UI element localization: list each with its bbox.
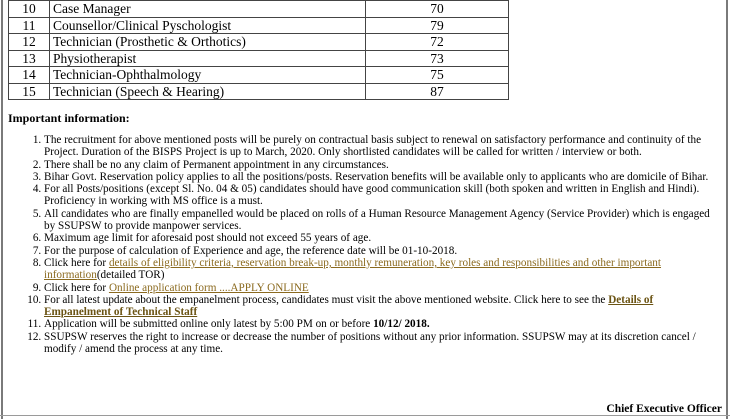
post-count: 79 [366, 17, 509, 34]
info-item-8-suffix: (detailed TOR) [96, 269, 165, 282]
post-name: Technician-Ophthalmology [50, 67, 366, 84]
sl-no: 11 [9, 17, 50, 34]
info-item-3: 3. Bihar Govt. Reservation policy applies to all the positions/posts. Reservation benefits will be available only to applicants who are domicile of Bihar. [44, 171, 723, 183]
post-count: 72 [366, 34, 509, 51]
info-item-8-text: Click here for [44, 256, 109, 269]
empanelment-details-link[interactable]: Details of Empanelment of Technical Staff [44, 293, 654, 319]
important-info-heading: Important information: [8, 111, 130, 125]
table-row [9, 50, 509, 67]
info-item-12: 12. SSUPSW reserves the right to increase or decrease the number of positions without any prior information. SSUPSW may at its discretion cancel / modify / amend the process at any time. [44, 331, 723, 356]
sl-no: 10 [9, 1, 50, 18]
table-row [9, 1, 509, 18]
post-name: Counsellor/Clinical Pyschologist [50, 17, 366, 34]
sl-no: 13 [9, 50, 50, 67]
info-item-5: 5. All candidates who are finally empanelled would be placed on rolls of a Human Resource Management Agency (Service Provider) which is engaged by SSUPSW to provide manpower services. [44, 208, 723, 233]
info-item-10-text: For all latest update about the empanelment process, candidates must visit the above mentioned website. Click here to see the [44, 293, 609, 306]
post-count: 75 [366, 67, 509, 84]
info-item-9 [44, 282, 723, 294]
info-item-7: 7. For the purpose of calculation of Experience and age, the reference date will be 01-10-2018. [44, 245, 723, 257]
important-info-list [8, 134, 723, 355]
sl-no: 15 [9, 83, 50, 100]
info-item-1: 1. The recruitment for above mentioned posts will be purely on contractual basis subject to renewal on satisfactory performance and continuity of the Project. Duration of the BISPS Project is up to March, 2020. Only shortlisted candidates will be called for written / interview or both. [44, 134, 723, 159]
bottom-divider [0, 415, 730, 416]
info-item-11-text: Application will be submitted online only latest by 5:00 PM on or before [44, 318, 374, 331]
info-item-10 [44, 294, 723, 319]
post-name: Case Manager [50, 1, 366, 18]
info-item-11 [44, 318, 723, 330]
post-name: Physiotherapist [50, 50, 366, 67]
page-frame-right [726, 0, 728, 419]
table-row [9, 34, 509, 51]
info-item-4: 4. For all Posts/positions (except Sl. No. 04 & 05) candidates should have good communication skill (both spoken and written in English and Hindi). Proficiency in working with MS office is a must. [44, 183, 723, 208]
post-count: 73 [366, 50, 509, 67]
post-count: 87 [366, 83, 509, 100]
post-count: 70 [366, 1, 509, 18]
signature: Chief Executive Officer [606, 403, 722, 415]
info-item-2: 2. There shall be no any claim of Permanent appointment in any circumstances. [44, 159, 723, 171]
info-item-6: 6. Maximum age limit for aforesaid post should not exceed 55 years of age. [44, 232, 723, 244]
info-item-8 [44, 257, 723, 282]
table-row [9, 67, 509, 84]
apply-online-link[interactable]: Online application form ....APPLY ONLINE [108, 281, 309, 294]
post-name: Technician (Prosthetic & Orthotics) [50, 34, 366, 51]
deadline-date: 10/12/ 2018. [373, 318, 430, 331]
page-frame-left [1, 0, 3, 419]
table-row [9, 83, 509, 100]
eligibility-details-link[interactable]: details of eligibility criteria, reservation break-up, monthly remuneration, key roles and responsibilities and other important information [44, 256, 662, 282]
table-row [9, 17, 509, 34]
sl-no: 12 [9, 34, 50, 51]
sl-no: 14 [9, 67, 50, 84]
info-item-9-text: Click here for [44, 281, 109, 294]
post-name: Technician (Speech & Hearing) [50, 83, 366, 100]
posts-table [8, 0, 509, 100]
